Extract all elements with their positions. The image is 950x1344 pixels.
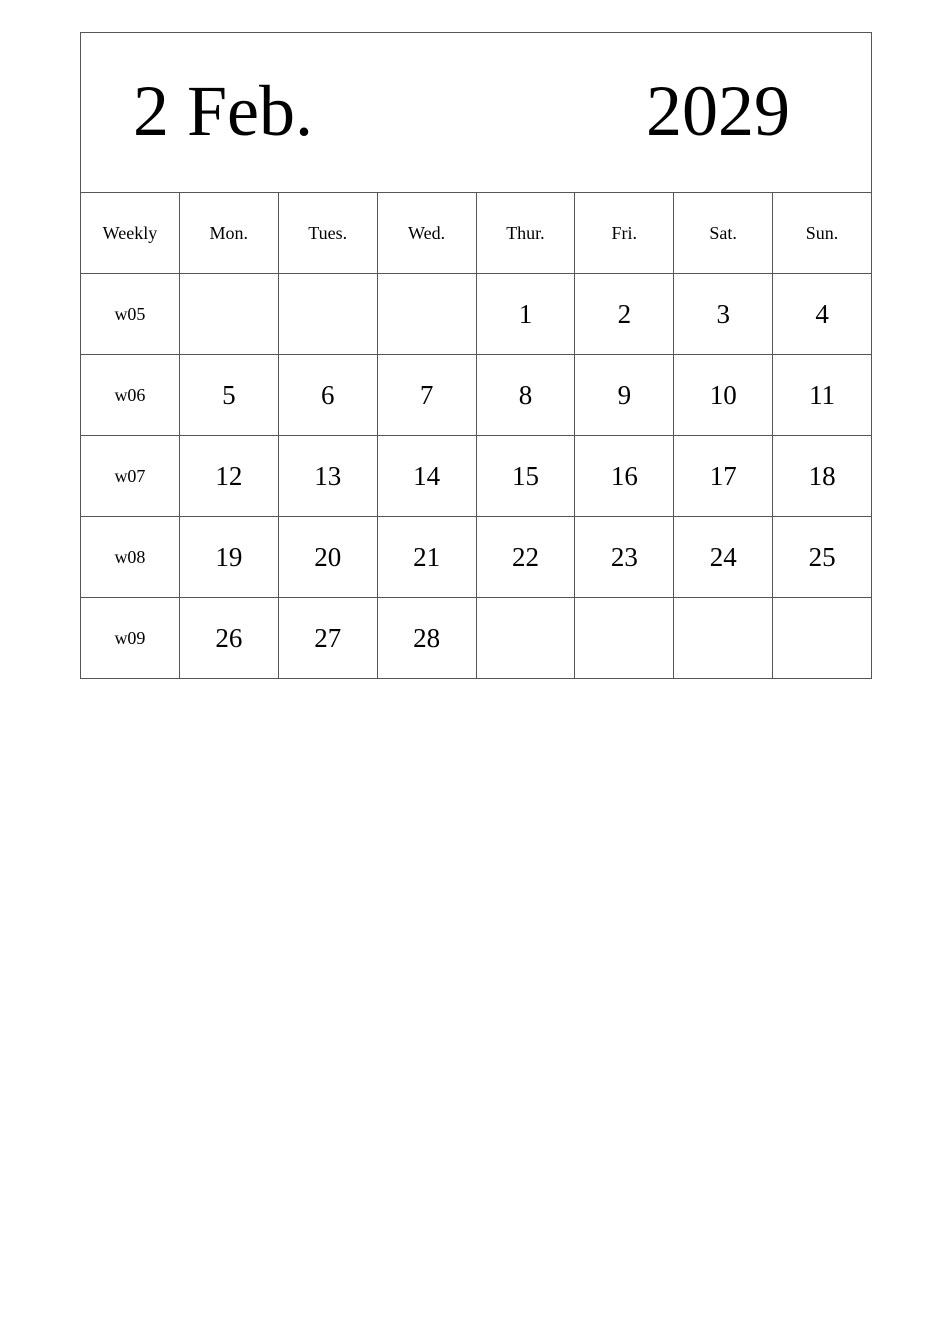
day-cell: 2 <box>575 274 674 355</box>
day-cell: 1 <box>476 274 575 355</box>
day-cell: 19 <box>179 517 278 598</box>
day-cell: 14 <box>377 436 476 517</box>
day-cell <box>377 274 476 355</box>
header-sun: Sun. <box>773 193 872 274</box>
day-cell: 23 <box>575 517 674 598</box>
week-row-w06 <box>81 355 872 436</box>
day-cell <box>674 598 773 679</box>
day-cell: 25 <box>773 517 872 598</box>
week-row-w08 <box>81 517 872 598</box>
title-row <box>81 33 872 193</box>
day-cell: 28 <box>377 598 476 679</box>
header-mon: Mon. <box>179 193 278 274</box>
header-weekly: Weekly <box>81 193 180 274</box>
weekday-header-row <box>81 193 872 274</box>
day-cell: 10 <box>674 355 773 436</box>
day-cell: 6 <box>278 355 377 436</box>
week-label: w08 <box>81 517 180 598</box>
day-cell: 17 <box>674 436 773 517</box>
header-fri: Fri. <box>575 193 674 274</box>
day-cell: 18 <box>773 436 872 517</box>
day-cell <box>575 598 674 679</box>
week-label: w06 <box>81 355 180 436</box>
day-cell: 5 <box>179 355 278 436</box>
week-label: w05 <box>81 274 180 355</box>
day-cell: 15 <box>476 436 575 517</box>
day-cell <box>179 274 278 355</box>
day-cell: 27 <box>278 598 377 679</box>
day-cell <box>773 598 872 679</box>
day-cell: 11 <box>773 355 872 436</box>
calendar-table <box>80 32 872 679</box>
day-cell <box>278 274 377 355</box>
day-cell: 8 <box>476 355 575 436</box>
day-cell: 7 <box>377 355 476 436</box>
day-cell <box>476 598 575 679</box>
header-wed: Wed. <box>377 193 476 274</box>
week-label: w07 <box>81 436 180 517</box>
day-cell: 26 <box>179 598 278 679</box>
header-thu: Thur. <box>476 193 575 274</box>
title-cell <box>81 33 872 193</box>
month-title: 2 Feb. <box>133 71 313 151</box>
day-cell: 22 <box>476 517 575 598</box>
day-cell: 4 <box>773 274 872 355</box>
week-label: w09 <box>81 598 180 679</box>
day-cell: 24 <box>674 517 773 598</box>
day-cell: 9 <box>575 355 674 436</box>
day-cell: 3 <box>674 274 773 355</box>
day-cell: 12 <box>179 436 278 517</box>
year-title: 2029 <box>646 71 790 151</box>
header-tue: Tues. <box>278 193 377 274</box>
day-cell: 21 <box>377 517 476 598</box>
header-sat: Sat. <box>674 193 773 274</box>
day-cell: 16 <box>575 436 674 517</box>
week-row-w05 <box>81 274 872 355</box>
week-row-w07 <box>81 436 872 517</box>
day-cell: 13 <box>278 436 377 517</box>
week-row-w09 <box>81 598 872 679</box>
day-cell: 20 <box>278 517 377 598</box>
